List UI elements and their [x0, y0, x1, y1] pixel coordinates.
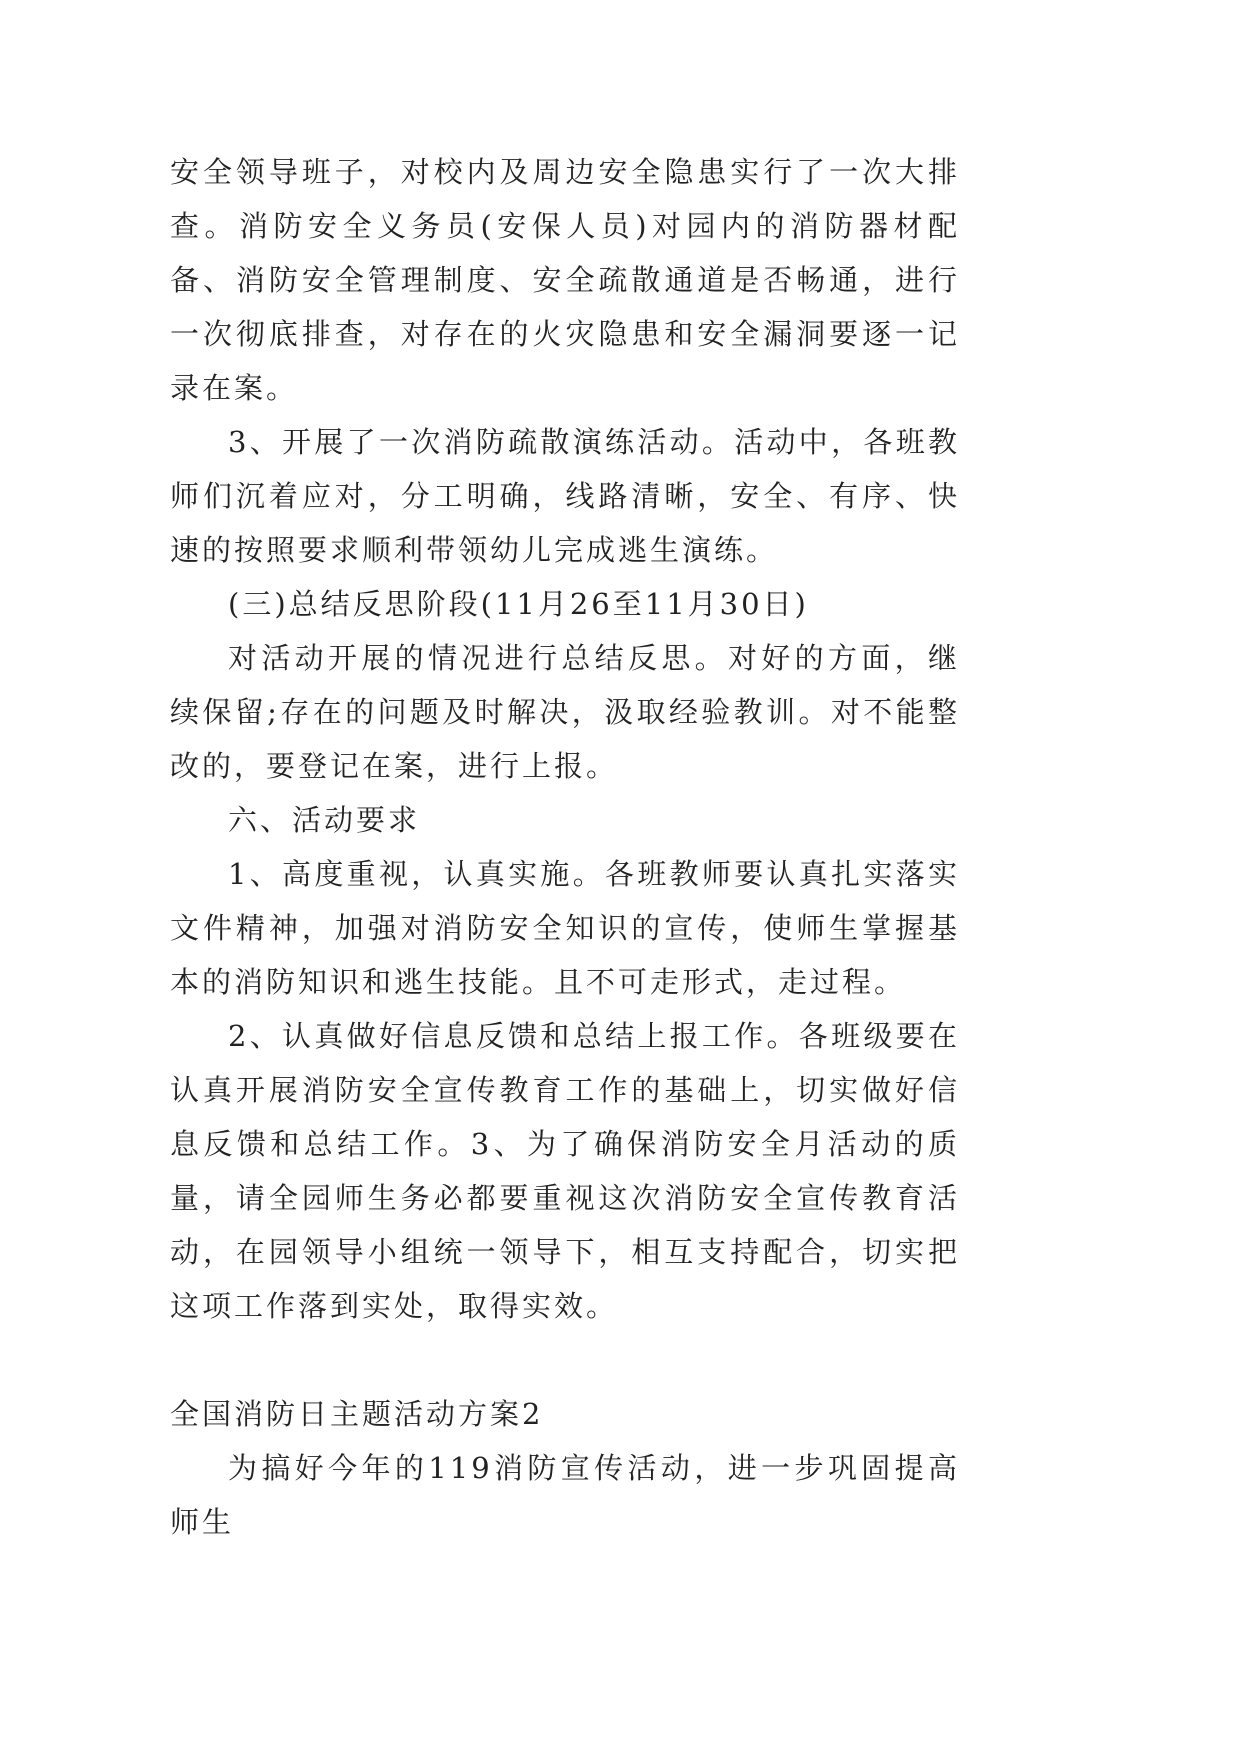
paragraph-plan-2-intro: 为搞好今年的119消防宣传活动，进一步巩固提高师生 [170, 1451, 960, 1539]
section-heading-summary-stage: (三)总结反思阶段(11月26至11月30日) [228, 587, 809, 621]
section-heading-activity-requirements: 六、活动要求 [228, 803, 421, 837]
paragraph-evacuation-drill: 3、开展了一次消防疏散演练活动。活动中，各班教师们沉着应对，分工明确，线路清晰，安全、有序、快速的按照要求顺利带领幼儿完成逃生演练。 [170, 425, 960, 567]
plan-title-2: 全国消防日主题活动方案2 [170, 1397, 544, 1431]
paragraph-requirement-2: 2、认真做好信息反馈和总结上报工作。各班级要在认真开展消防安全宣传教育工作的基础上，切实做好信息反馈和总结工作。3、为了确保消防安全月活动的质量，请全园师生务必都要重视这次消防安全宣传教育活动，在园领导小组统一领导下，相互支持配合，切实把这项工作落到实处，取得实效。 [170, 1019, 960, 1323]
paragraph-safety-inspection: 安全领导班子，对校内及周边安全隐患实行了一次大排查。消防安全义务员(安保人员)对园内的消防器材配备、消防安全管理制度、安全疏散通道是否畅通，进行一次彻底排查，对存在的火灾隐患和安全漏洞要逐一记录在案。 [170, 155, 960, 405]
document-body [170, 145, 960, 1549]
paragraph-summary-reflection: 对活动开展的情况进行总结反思。对好的方面，继续保留;存在的问题及时解决，汲取经验教训。对不能整改的，要登记在案，进行上报。 [170, 641, 960, 783]
paragraph-requirement-1: 1、高度重视，认真实施。各班教师要认真扎实落实文件精神，加强对消防安全知识的宣传，使师生掌握基本的消防知识和逃生技能。且不可走形式，走过程。 [170, 857, 960, 999]
